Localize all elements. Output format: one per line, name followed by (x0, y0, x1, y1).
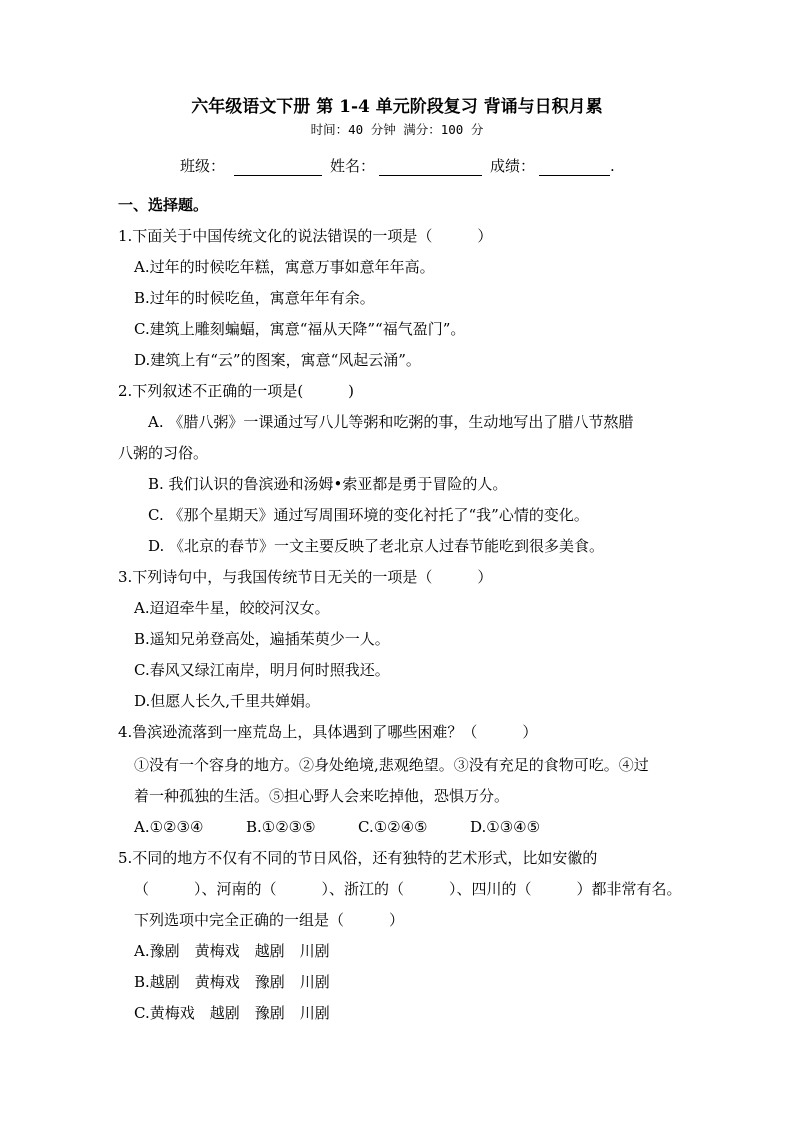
q1-option-d[interactable]: D.建筑上有“云”的图案，寓意“风起云涌”。 (134, 351, 421, 369)
score-blank[interactable] (539, 175, 610, 176)
q5-option-c[interactable]: C.黄梅戏 越剧 豫剧 川剧 (134, 1004, 330, 1022)
q3-option-d[interactable]: D.但愿人长久,千里共婵娟。 (134, 692, 321, 710)
section-heading: 一、选择题。 (118, 196, 209, 214)
q5-stem-line2: （ ）、河南的（ ）、浙江的（ ）、四川的（ ）都非常有名。 (134, 880, 682, 898)
q4-option-b[interactable]: B.①②③⑤ (246, 818, 316, 836)
q2-option-b[interactable]: B. 我们认识的鲁滨逊和汤姆•索亚都是勇于冒险的人。 (148, 475, 508, 493)
q3-stem: 3.下列诗句中，与我国传统节日无关的一项是（ ） (118, 568, 493, 586)
q5-stem-line3: 下列选项中完全正确的一组是（ ） (134, 911, 405, 929)
name-blank[interactable] (379, 175, 482, 176)
q5-option-a[interactable]: A.豫剧 黄梅戏 越剧 川剧 (134, 942, 330, 960)
q2-option-c[interactable]: C. 《那个星期天》通过写周围环境的变化衬托了“我”心情的变化。 (148, 506, 589, 524)
q5-stem: 5.不同的地方不仅有不同的节日风俗，还有独特的艺术形式，比如安徽的 (118, 849, 598, 867)
q4-stem: 4.鲁滨逊流落到一座荒岛上，具体遇到了哪些困难？（ ） (118, 723, 538, 741)
q3-option-a[interactable]: A.迢迢牵牛星，皎皎河汉女。 (134, 599, 330, 617)
q1-option-c[interactable]: C.建筑上雕刻蝙蝠，寓意“福从天降”“福气盈门”。 (134, 320, 466, 338)
q1-option-a[interactable]: A.过年的时候吃年糕，寓意万事如意年年高。 (134, 258, 435, 276)
page-subtitle: 时间：40 分钟 满分：100 分 (310, 122, 484, 137)
class-label: 班级： (180, 157, 226, 175)
q4-option-a[interactable]: A.①②③④ (134, 818, 204, 836)
q4-body-line2: 着一种孤独的生活。⑤担心野人会来吃掉他，恐惧万分。 (134, 787, 510, 805)
q2-option-d[interactable]: D. 《北京的春节》一文主要反映了老北京人过春节能吃到很多美食。 (148, 537, 605, 555)
q1-option-b[interactable]: B.过年的时候吃鱼，寓意年年有余。 (134, 289, 375, 307)
end-mark: . (610, 157, 615, 175)
page-title: 六年级语文下册 第 1-4 单元阶段复习 背诵与日积月累 (191, 97, 603, 117)
name-label: 姓名： (330, 157, 376, 175)
q2-option-a-cont: 八粥的习俗。 (118, 444, 209, 462)
class-blank[interactable] (234, 175, 322, 176)
q2-stem: 2.下列叙述不正确的一项是( ) (118, 382, 355, 400)
q4-body-line1: ①没有一个容身的地方。②身处绝境,悲观绝望。③没有充足的食物可吃。④过 (134, 756, 649, 774)
q3-option-c[interactable]: C.春风又绿江南岸，明月何时照我还。 (134, 661, 390, 679)
q2-option-a[interactable]: A. 《腊八粥》一课通过写八儿等粥和吃粥的事，生动地写出了腊八节熬腊 (148, 413, 634, 431)
q3-option-b[interactable]: B.遥知兄弟登高处，遍插茱萸少一人。 (134, 630, 390, 648)
q4-option-c[interactable]: C.①②④⑤ (358, 818, 428, 836)
q4-option-d[interactable]: D.①③④⑤ (470, 818, 541, 836)
q1-stem: 1.下面关于中国传统文化的说法错误的一项是（ ） (118, 227, 493, 245)
q5-option-b[interactable]: B.越剧 黄梅戏 豫剧 川剧 (134, 973, 330, 991)
score-label: 成绩： (490, 157, 536, 175)
